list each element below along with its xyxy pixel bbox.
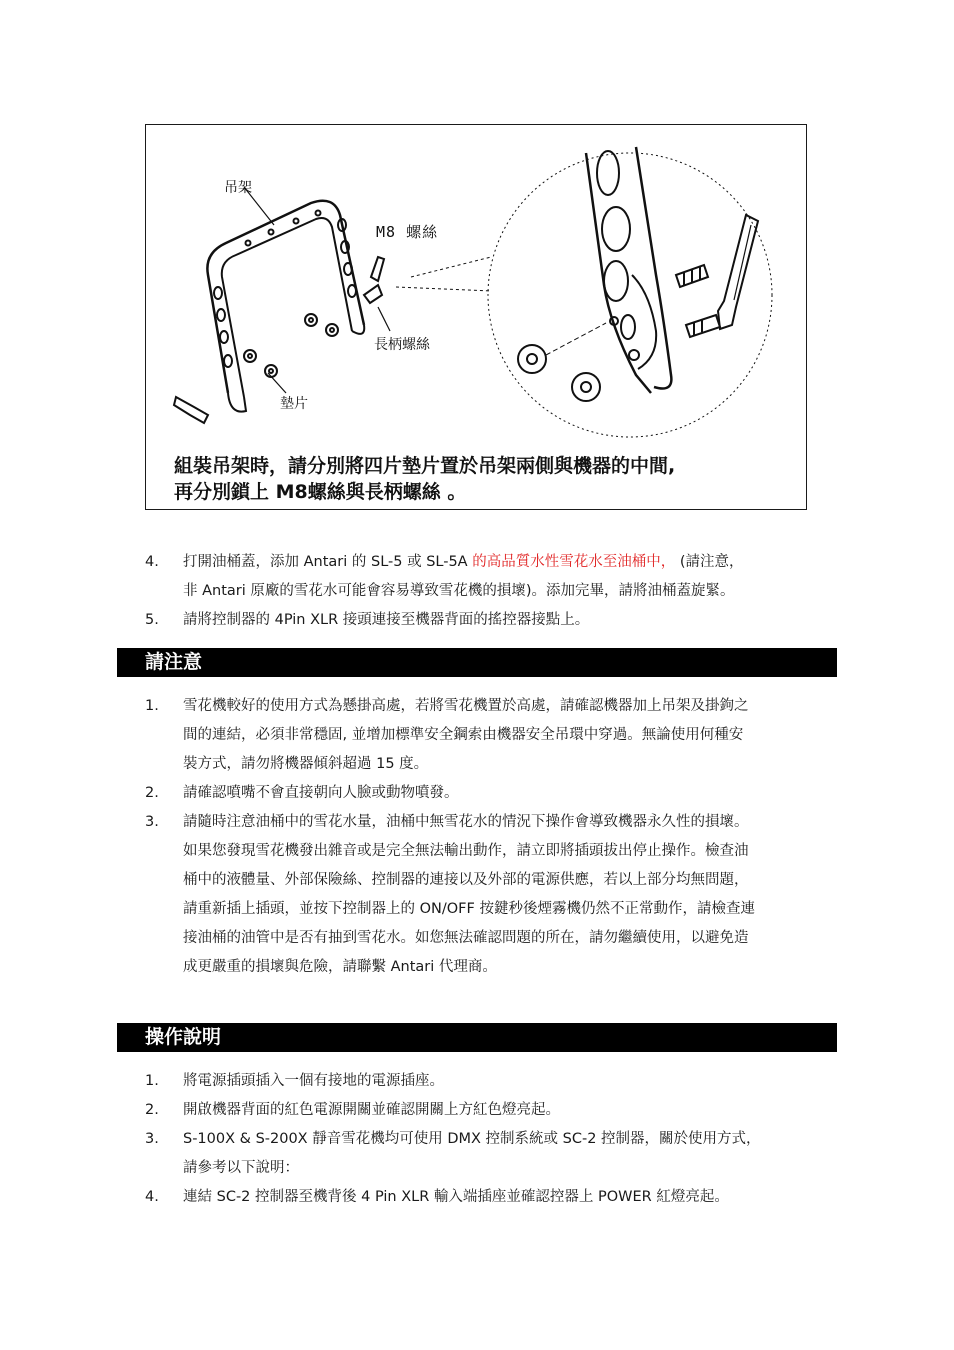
list-item: [0, 692, 954, 779]
section-header-operation: 操作說明: [117, 1023, 837, 1052]
item-line: 雪花機較好的使用方式為懸掛高處，若將雪花機置於高處，請確認機器加上吊架及掛鉤之: [183, 698, 749, 714]
list-item: [0, 779, 954, 808]
hanger-label: 吊架: [224, 180, 252, 196]
item-line: 請重新插上插頭，並按下控制器上的 ON/OFF 按鍵秒後煙霧機仍然不正常動作，請檢查連: [183, 901, 755, 917]
assembly-figure: [145, 124, 807, 510]
item-text: 非 Antari 原廠的雪花水可能會容易導致雪花機的損壞)。添加完畢，請將油桶蓋旋緊。: [183, 583, 735, 599]
item-number: 5.: [145, 612, 159, 628]
section-header-caution: 請注意: [117, 648, 837, 677]
item-number: 3.: [145, 1131, 159, 1147]
operation-list: [0, 1067, 954, 1212]
item-text-part: 打開油桶蓋，添加 Antari 的 SL-5 或 SL-5A: [183, 554, 473, 570]
caption-line: 再分別鎖上 M8螺絲與長柄螺絲 。: [174, 481, 467, 503]
washer-label: 墊片: [280, 396, 308, 412]
long-handle-screw-label: 長柄螺絲: [374, 337, 430, 353]
item-number: 2.: [145, 785, 159, 801]
highlighted-text: 的高品質水性雪花水至油桶中，: [472, 554, 676, 570]
list-item: [0, 808, 954, 982]
item-line: 成更嚴重的損壞與危險，請聯繫 Antari 代理商。: [183, 959, 497, 975]
item-line: 將電源插頭插入一個有接地的電源插座。: [183, 1073, 444, 1089]
item-line: 接油桶的油管中是否有抽到雪花水。如您無法確認問題的所在，請勿繼續使用，以避免造: [183, 930, 749, 946]
item-line: 請隨時注意油桶中的雪花水量，油桶中無雪花水的情況下操作會導致機器永久性的損壞。: [183, 814, 749, 830]
item-line: 連結 SC-2 控制器至機背後 4 Pin XLR 輸入端插座並確認控器上 POWER 紅燈亮起。: [183, 1189, 729, 1205]
list-item: [0, 1067, 954, 1096]
caption-line: 組裝吊架時，請分別將四片墊片置於吊架兩側與機器的中間,: [174, 455, 676, 477]
item-line: 桶中的液體量、外部保險絲、控制器的連接以及外部的電源供應，若以上部分均無問題，: [183, 872, 749, 888]
item-number: 4.: [145, 554, 159, 570]
list-item: [0, 548, 954, 606]
caution-list: [0, 692, 954, 982]
item-line: 裝方式，請勿將機器傾斜超過 15 度。: [183, 756, 429, 772]
figure-caption: [174, 453, 794, 505]
item-line: S-100X & S-200X 靜音雪花機均可使用 DMX 控制系統或 SC-2 控制器，關於使用方式，: [183, 1131, 761, 1147]
item-line: 請確認噴嘴不會直接朝向人臉或動物噴發。: [183, 785, 459, 801]
list-item: [0, 1096, 954, 1125]
item-number: 1.: [145, 1073, 159, 1089]
item-line: 如果您發現雪花機發出雜音或是完全無法輸出動作，請立即將插頭拔出停止操作。檢查油: [183, 843, 749, 859]
list-item: [0, 1183, 954, 1212]
item-number: 2.: [145, 1102, 159, 1118]
item-line: 請參考以下說明：: [183, 1160, 299, 1176]
item-text-part: (請注意，: [675, 554, 744, 570]
item-text: 請將控制器的 4Pin XLR 接頭連接至機器背面的搖控器接點上。: [183, 612, 590, 628]
item-text: [183, 548, 809, 577]
list-item: [0, 1125, 954, 1183]
item-number: 1.: [145, 698, 159, 714]
m8-screw-label: M8 螺絲: [376, 223, 439, 241]
item-number: 3.: [145, 814, 159, 830]
list-item: [0, 606, 954, 635]
steps-top-list: [0, 548, 954, 635]
item-line: 開啟機器背面的紅色電源開關並確認開關上方紅色燈亮起。: [183, 1102, 560, 1118]
item-number: 4.: [145, 1189, 159, 1205]
item-line: 間的連結，必須非常穩固, 並增加標準安全鋼索由機器安全吊環中穿過。無論使用何種安: [183, 727, 744, 743]
